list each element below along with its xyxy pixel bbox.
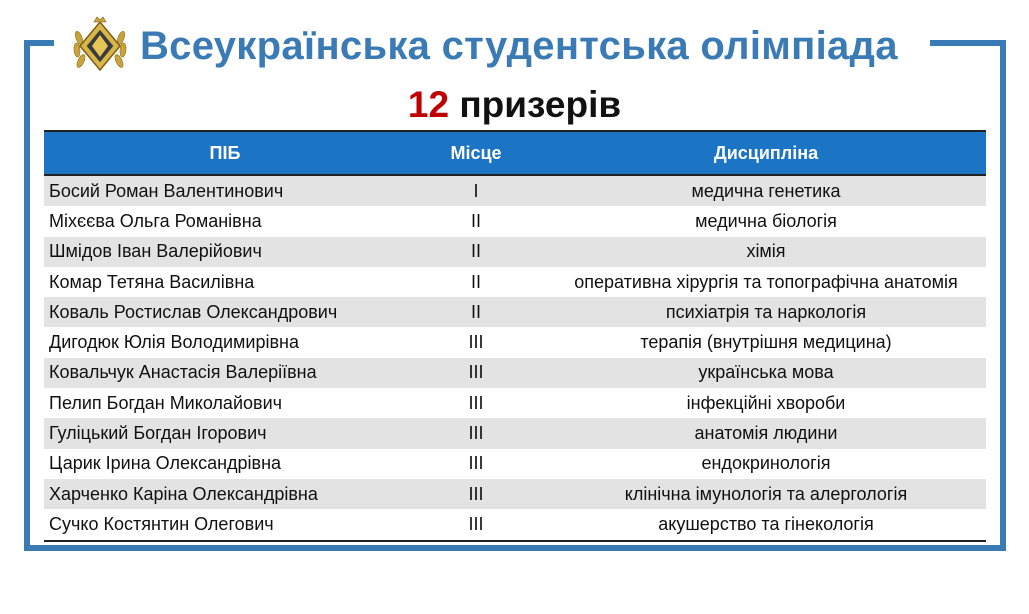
cell-discipline: клінічна імунологія та алергологія xyxy=(546,479,986,509)
table-row xyxy=(44,327,986,357)
cell-discipline: медична біологія xyxy=(546,206,986,236)
cell-name: Ковальчук Анастасія Валеріївна xyxy=(44,358,406,388)
cell-discipline: ендокринологія xyxy=(546,449,986,479)
cell-name: Сучко Костянтин Олегович xyxy=(44,509,406,540)
table-row xyxy=(44,237,986,267)
cell-name: Дигодюк Юлія Володимирівна xyxy=(44,327,406,357)
cell-place: III xyxy=(406,449,546,479)
cell-place: III xyxy=(406,479,546,509)
cell-name: Харченко Каріна Олександрівна xyxy=(44,479,406,509)
cell-place: III xyxy=(406,388,546,418)
cell-discipline: оперативна хірургія та топографічна анатомія xyxy=(546,267,986,297)
header-place: Місце xyxy=(406,131,546,175)
cell-discipline: інфекційні хвороби xyxy=(546,388,986,418)
cell-name: Пелип Богдан Миколайович xyxy=(44,388,406,418)
cell-discipline: хімія xyxy=(546,237,986,267)
table-row xyxy=(44,206,986,236)
subtitle xyxy=(0,84,1029,126)
cell-place: III xyxy=(406,418,546,448)
frame-top-right-segment xyxy=(930,40,1006,46)
table-row xyxy=(44,418,986,448)
cell-name: Гуліцький Богдан Ігорович xyxy=(44,418,406,448)
cell-place: I xyxy=(406,175,546,206)
table-row xyxy=(44,297,986,327)
cell-discipline: анатомія людини xyxy=(546,418,986,448)
table-row xyxy=(44,358,986,388)
table-row xyxy=(44,267,986,297)
cell-place: II xyxy=(406,237,546,267)
table-header-row xyxy=(44,131,986,175)
title-row xyxy=(62,14,906,78)
cell-name: Міхєєва Ольга Романівна xyxy=(44,206,406,236)
cell-place: III xyxy=(406,327,546,357)
cell-discipline: психіатрія та наркологія xyxy=(546,297,986,327)
prize-table xyxy=(44,130,986,542)
cell-place: II xyxy=(406,297,546,327)
cell-place: III xyxy=(406,509,546,540)
cell-place: III xyxy=(406,358,546,388)
cell-name: Коваль Ростислав Олександрович xyxy=(44,297,406,327)
cell-discipline: терапія (внутрішня медицина) xyxy=(546,327,986,357)
page-title: Всеукраїнська студентська олімпіада xyxy=(140,23,898,68)
table-row xyxy=(44,509,986,540)
cell-discipline: українська мова xyxy=(546,358,986,388)
cell-name: Босий Роман Валентинович xyxy=(44,175,406,206)
cell-name: Шмідов Іван Валерійович xyxy=(44,237,406,267)
table-row xyxy=(44,388,986,418)
prize-count: 12 xyxy=(407,84,450,125)
subtitle-text: призерів xyxy=(459,84,622,125)
table-row xyxy=(44,175,986,206)
cell-place: II xyxy=(406,206,546,236)
cell-place: II xyxy=(406,267,546,297)
table-row xyxy=(44,479,986,509)
header-name: ПІБ xyxy=(44,131,406,175)
cell-discipline: акушерство та гінекологія xyxy=(546,509,986,540)
cell-name: Комар Тетяна Василівна xyxy=(44,267,406,297)
header-discipline: Дисципліна xyxy=(546,131,986,175)
table-row xyxy=(44,449,986,479)
cell-discipline: медична генетика xyxy=(546,175,986,206)
university-emblem-icon xyxy=(70,16,130,76)
cell-name: Царик Ірина Олександрівна xyxy=(44,449,406,479)
frame-top-left-segment xyxy=(24,40,54,46)
